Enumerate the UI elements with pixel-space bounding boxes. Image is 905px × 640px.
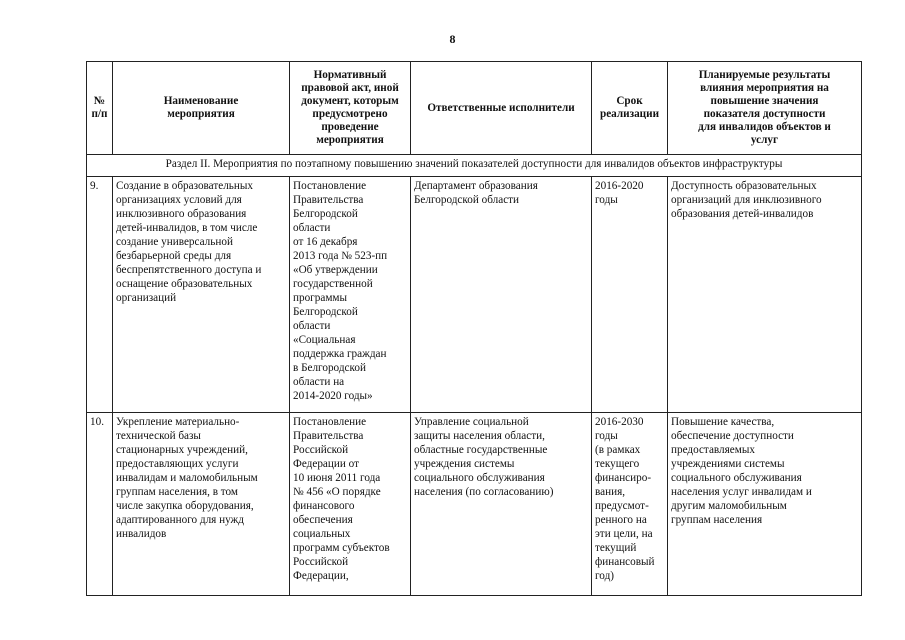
responsible: Управление социальной защиты населения области, областные государственные учреждения системы социального обслуживания населения (по согласованию) — [411, 413, 592, 596]
section-title: Раздел II. Мероприятия по поэтапному повышению значений показателей доступности для инвалидов объектов инфраструктуры — [87, 155, 862, 177]
header-measure-name: Наименование мероприятия — [113, 62, 290, 155]
responsible: Департамент образования Белгородской области — [411, 177, 592, 413]
measure-name: Создание в образовательных организациях условий для инклюзивного образования детей-инвалидов, в том числе создание универсальной безбарьерной среды для беспрепятственного доступа и оснащение образовательных организаций — [113, 177, 290, 413]
row-number: 9. — [87, 177, 113, 413]
page-number: 8 — [449, 32, 456, 46]
table-row — [87, 413, 862, 596]
legal-act: Постановление Правительства Белгородской области от 16 декабря 2013 года № 523-пп «Об утверждении государственной программы Белгородской области «Социальная поддержка граждан в Белгородской области на 2014-2020 годы» — [290, 177, 411, 413]
planned-result: Доступность образовательных организаций для инклюзивного образования детей-инвалидов — [668, 177, 862, 413]
header-responsible: Ответственные исполнители — [411, 62, 592, 155]
planned-result: Повышение качества, обеспечение доступности предоставляемых учреждениями системы социального обслуживания населения услуг инвалидам и другим маломобильным группам населения — [668, 413, 862, 596]
header-legal-act: Нормативный правовой акт, иной документ, которым предусмотрено проведение мероприятия — [290, 62, 411, 155]
term: 2016-2020 годы — [592, 177, 668, 413]
row-number: 10. — [87, 413, 113, 596]
header-term: Срок реализации — [592, 62, 668, 155]
legal-act: Постановление Правительства Российской Федерации от 10 июня 2011 года № 456 «О порядке финансового обеспечения социальных программ субъектов Российской Федерации, — [290, 413, 411, 596]
measure-name: Укрепление материально- технической базы стационарных учреждений, предоставляющих услуги инвалидам и маломобильным группам населения, в том числе закупка оборудования, адаптированного для нужд инвалидов — [113, 413, 290, 596]
section-row — [87, 155, 862, 177]
header-number: № п/п — [87, 62, 113, 155]
measures-table — [86, 61, 862, 596]
table-header-row — [87, 62, 862, 155]
header-planned-results: Планируемые результаты влияния мероприятия на повышение значения показателя доступности для инвалидов объектов и услуг — [668, 62, 862, 155]
table-row — [87, 177, 862, 413]
term: 2016-2030 годы (в рамках текущего финансиро- вания, предусмот- ренного на эти цели, на текущий финансовый год) — [592, 413, 668, 596]
